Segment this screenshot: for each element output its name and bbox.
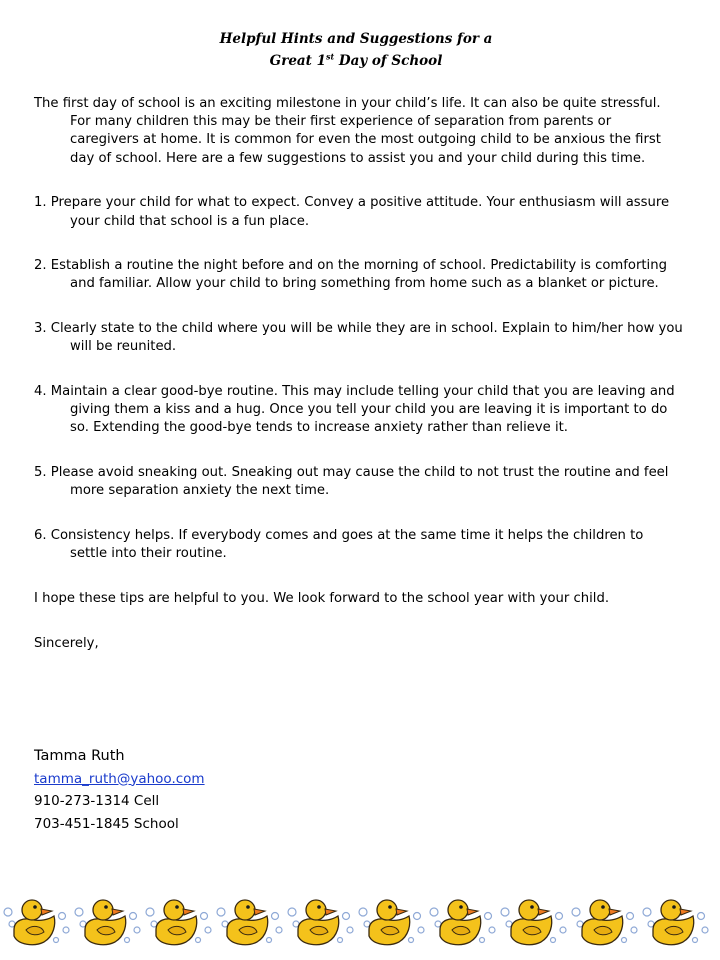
closing-paragraph: I hope these tips are helpful to you. We look forward to the school year with your child. [34,590,610,606]
tip-5: 5. Please avoid sneaking out. Sneaking out may cause the child to not trust the routine and feel more separation anxiety the next time. [34,465,669,499]
title-line-1: Helpful Hints and Suggestions for a [219,31,493,47]
rubber-duck-icon [4,900,69,945]
rubber-duck-icon [572,900,637,945]
intro-paragraph: The first day of school is an exciting milestone in your child’s life. It can also be quite stressful. For many children this may be their first experience of separation from parents or caregivers at home. It is common for even the most outgoing child to be anxious the first day of school. Here are a few suggestions to assist you and your child during this time. [34,96,661,166]
email-link[interactable]: tamma_ruth@yahoo.com [34,770,205,787]
cell-phone: 910-273-1314 Cell [34,793,160,810]
letter-body [34,95,684,681]
title-line-2 [0,50,712,72]
rubber-duck-icon [359,900,424,945]
rubber-duck-icon [217,900,282,945]
tip-2: 2. Establish a routine the night before and on the morning of school. Predictability is comforting and familiar. Allow your child to bring something from home such as a blanket or picture. [34,258,667,292]
title-line-2-pre: Great 1 [269,53,326,69]
title-line-2-post: Day of School [334,53,443,69]
tip-6: 6. Consistency helps. If everybody comes and goes at the same time it helps the children to settle into their routine. [34,528,644,562]
rubber-duck-icon [501,900,566,945]
title-ordinal-suffix: st [325,51,335,62]
tip-1: 1. Prepare your child for what to expect. Convey a positive attitude. Your enthusiasm will assure your child that school is a fun place. [34,195,670,229]
rubber-duck-icon [75,900,140,945]
rubber-duck-icon [430,900,495,945]
school-phone: 703-451-1845 School [34,815,179,832]
signature-block [34,745,205,835]
duck-border [0,890,720,952]
rubber-duck-icon [146,900,211,945]
salutation: Sincerely, [34,635,99,651]
document-title [0,28,712,72]
tip-4: 4. Maintain a clear good-bye routine. This may include telling your child that you are leaving and giving them a kiss and a hug. Once you tell your child you are leaving it is important to do so. Extending the good-bye tends to increase anxiety rather than relieve it. [34,384,675,436]
tip-3: 3. Clearly state to the child where you will be while they are in school. Explain to him/her how you will be reunited. [34,321,683,355]
rubber-duck-icon [288,900,353,945]
signer-name: Tamma Ruth [34,748,125,764]
rubber-duck-icon [643,900,708,945]
